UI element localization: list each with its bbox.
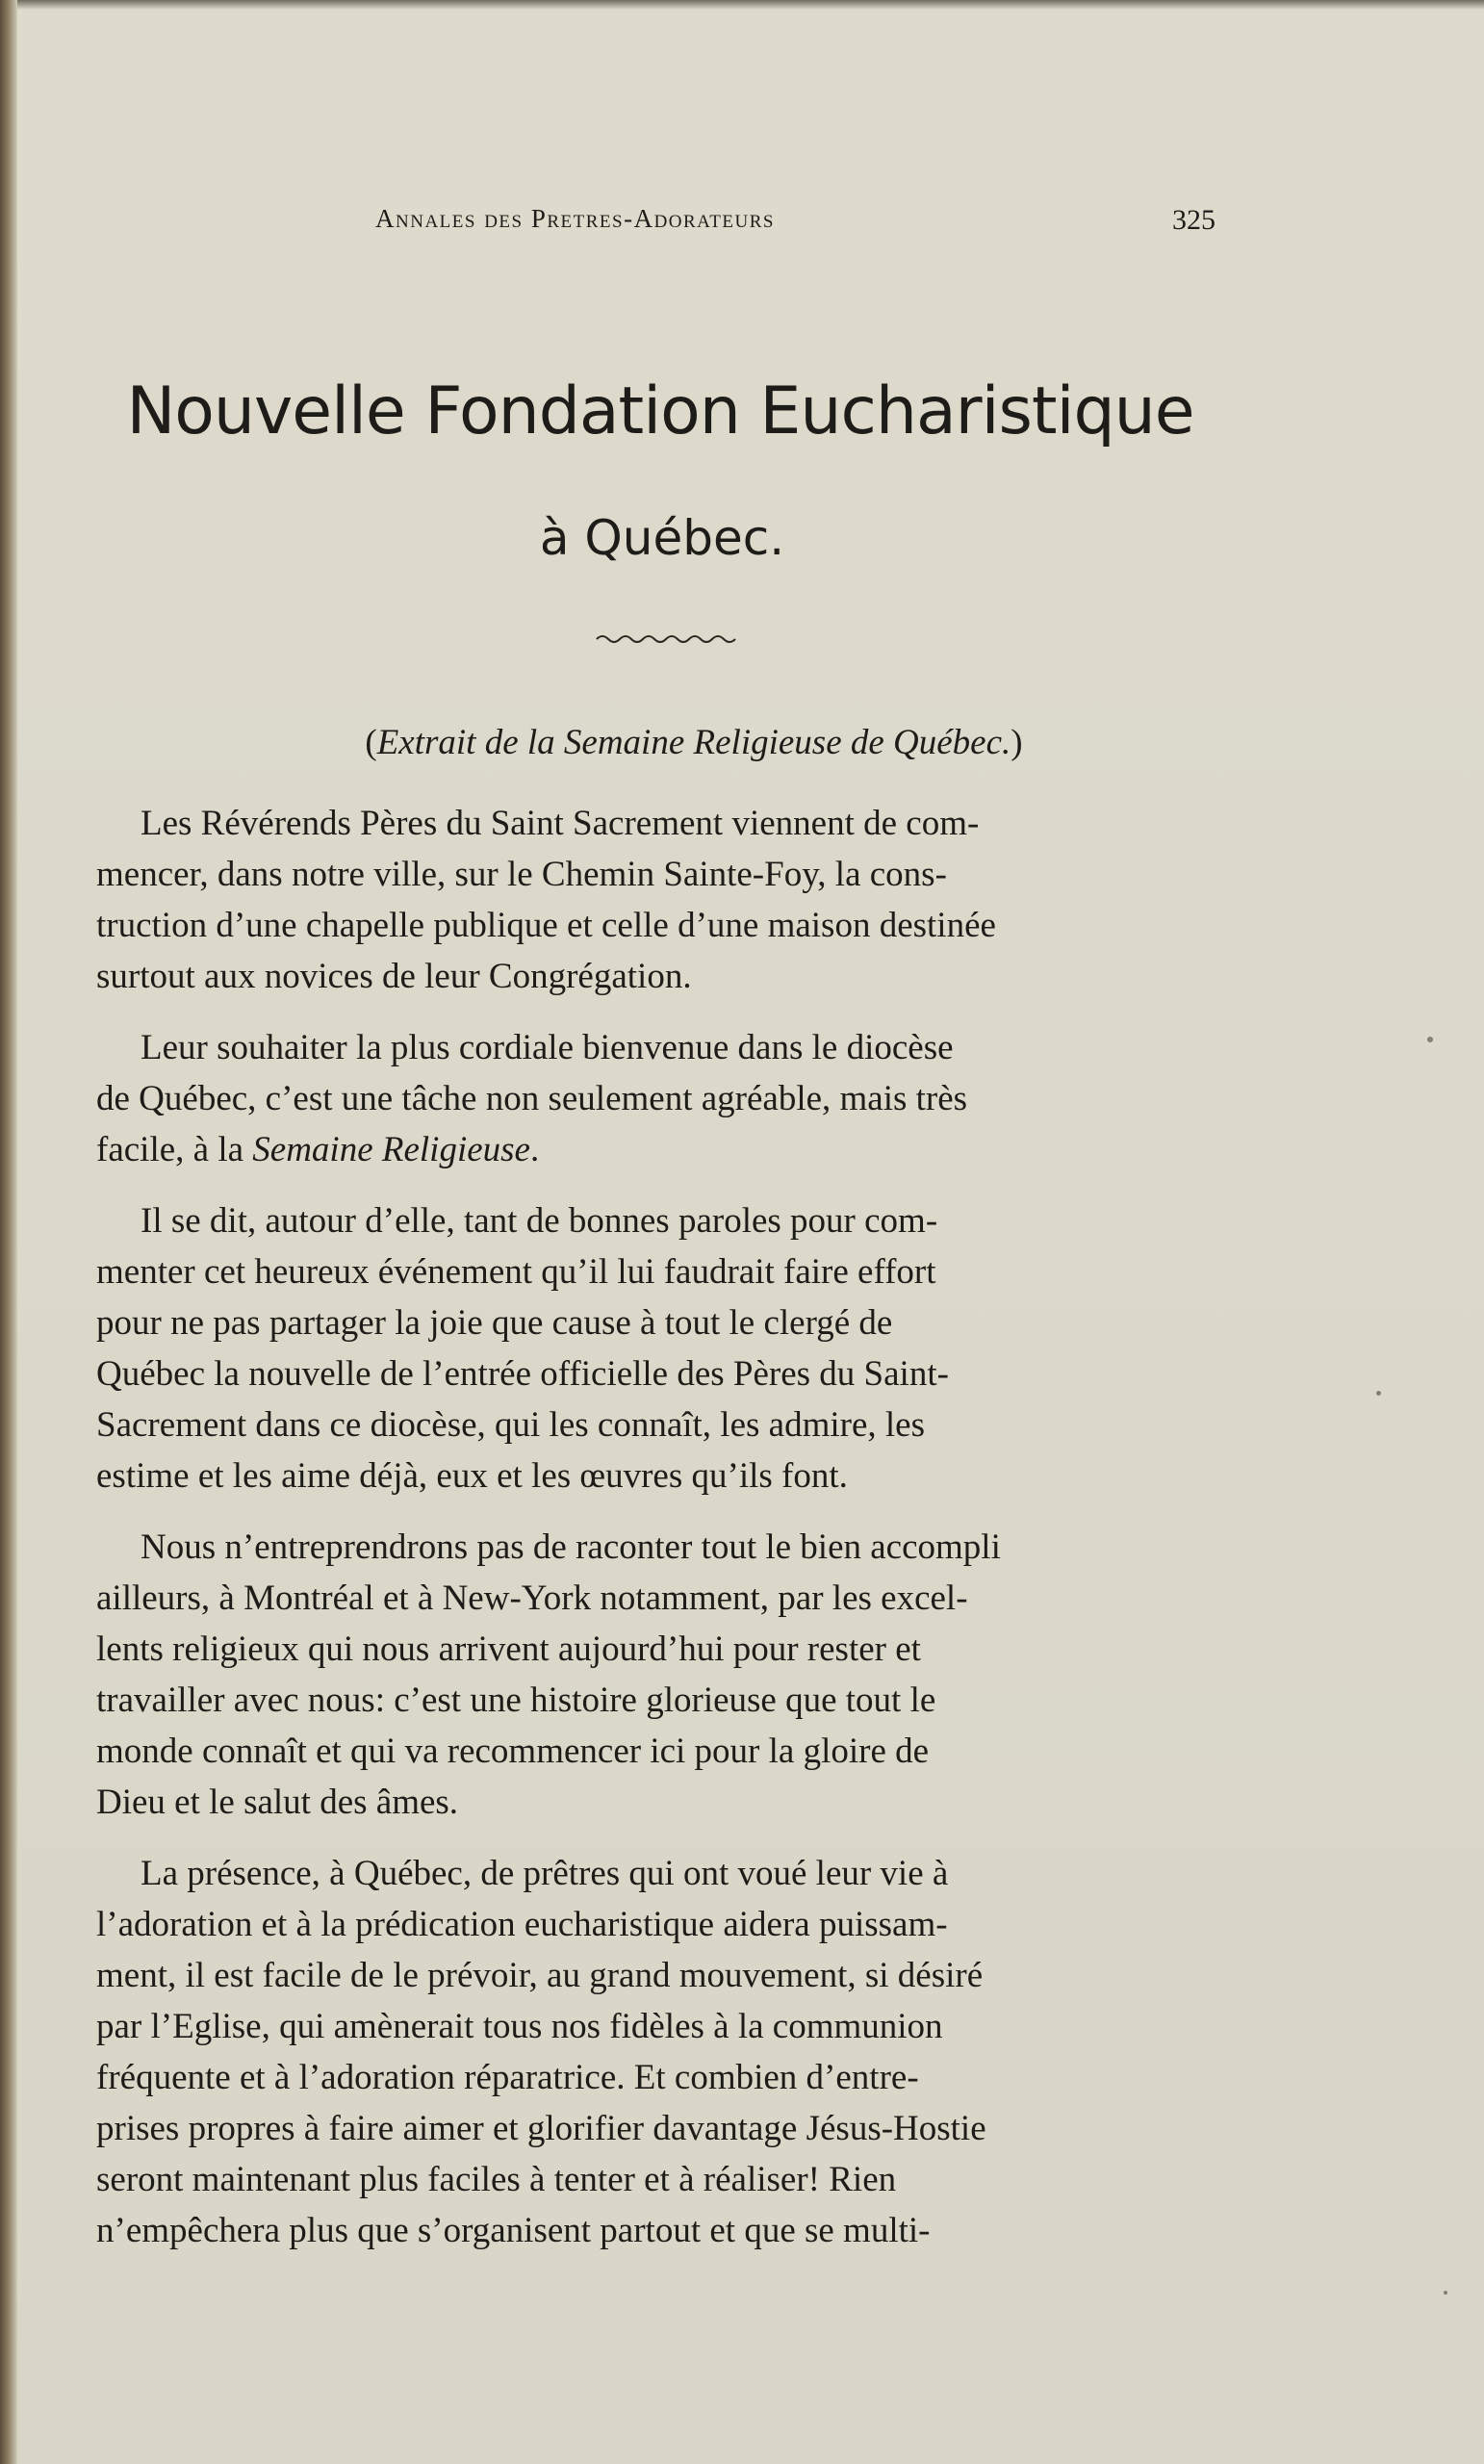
- paragraph-5: La présence, à Québec, de prêtres qui ont voué leur vie à l’adoration et à la prédication eucharistique aidera puissam- ment, il est facile de le prévoir, au grand mouvement, si désiré par l’Eglise, qui amènerait tous nos fidèles à la communion fréquente et à l’adoration réparatrice. Et combien d’entre- prises propres à faire aimer et glorifier davantage Jésus-Hostie seront maintenant plus faciles à tenter et à réaliser! Rien n’empêchera plus que s’organisent partout et que se multi-: [96, 1854, 986, 2250]
- running-head: Annales des Pretres-Adorateurs: [375, 204, 775, 233]
- paragraph-1: Les Révérends Pères du Saint Sacrement viennent de com- mencer, dans notre ville, sur le Chemin Sainte-Foy, la cons- truction d’une chapelle publique et celle d’une maison destinée surtout aux novices de leur Congrégation.: [96, 804, 996, 996]
- binding-edge: [0, 0, 17, 2464]
- page-header: [0, 204, 1484, 243]
- paragraph-3: Il se dit, autour d’elle, tant de bonnes paroles pour com- menter cet heureux événement qu’il lui faudrait faire effort pour ne pas partager la joie que cause à tout le clergé de Québec la nouvelle de l’entrée officielle des Pères du Saint- Sacrement dans ce diocèse, qui les connaît, les admire, les estime et les aime déjà, eux et les œuvres qu’ils font.: [96, 1201, 949, 1496]
- paragraph-4: Nous n’entreprendrons pas de raconter tout le bien accompli ailleurs, à Montréal et à New-York notamment, par les excel- lents religieux qui nous arrivent aujourd’hui pour rester et travailler avec nous: c’est une histoire glorieuse que tout le monde connaît et qui va recommencer ici pour la gloire de Dieu et le salut des âmes.: [96, 1527, 1001, 1822]
- wavy-divider-ornament: [595, 631, 737, 647]
- paper-speck: [1444, 2291, 1447, 2295]
- paragraph-2-italic: Semaine Religieuse: [252, 1130, 530, 1169]
- article-subtitle: à Québec.: [539, 510, 785, 566]
- source-close-paren: ): [1011, 723, 1023, 762]
- paper-speck: [1427, 1037, 1433, 1042]
- source-title: Extrait de la Semaine Religieuse de Québec.: [376, 723, 1011, 762]
- paragraph-2: [96, 1022, 1230, 1175]
- page-top-edge: [0, 0, 1484, 10]
- paragraph-2-text: Leur souhaiter la plus cordiale bienvenue dans le diocèse de Québec, c’est une tâche non seulement agréable, mais très facile, à la: [96, 1028, 968, 1169]
- page-number: 325: [1172, 204, 1215, 236]
- article-title: Nouvelle Fondation Eucharistique: [126, 373, 1194, 449]
- source-open-paren: (: [365, 723, 377, 762]
- paper-speck: [1376, 1391, 1381, 1396]
- paragraph-2-end: .: [529, 1130, 540, 1169]
- article-body: [96, 798, 1230, 2256]
- source-attribution: [0, 722, 1388, 763]
